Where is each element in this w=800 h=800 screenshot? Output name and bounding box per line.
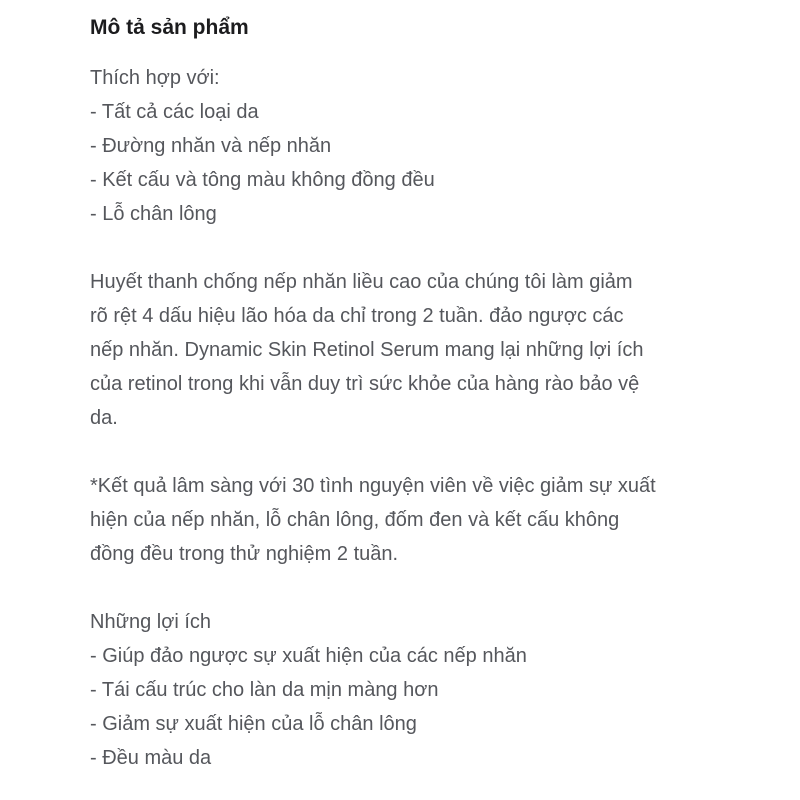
- benefit-item: - Tái cấu trúc cho làn da mịn màng hơn: [90, 679, 439, 701]
- description-line: Huyết thanh chống nếp nhăn liều cao của chúng tôi làm giảm: [90, 271, 633, 293]
- suitable-title: Thích hợp với:: [90, 67, 220, 89]
- description-line: của retinol trong khi vẫn duy trì sức khỏe của hàng rào bảo vệ: [90, 373, 640, 395]
- suitable-item: - Kết cấu và tông màu không đồng đều: [90, 169, 435, 191]
- description-line: da.: [90, 407, 118, 429]
- section-spacer: [90, 435, 720, 469]
- page-title: Mô tả sản phẩm: [90, 16, 249, 39]
- section-spacer: [90, 571, 720, 605]
- benefit-item: - Giảm sự xuất hiện của lỗ chân lông: [90, 713, 417, 735]
- benefits-section: [90, 605, 720, 775]
- section-spacer: [90, 231, 720, 265]
- benefits-title: Những lợi ích: [90, 611, 211, 633]
- description-line: nếp nhăn. Dynamic Skin Retinol Serum mang lại những lợi ích: [90, 339, 644, 361]
- description-paragraph: [90, 265, 720, 435]
- benefit-item: - Giúp đảo ngược sự xuất hiện của các nếp nhăn: [90, 645, 527, 667]
- description-body: [90, 61, 720, 775]
- clinical-line: *Kết quả lâm sàng với 30 tình nguyện viên về việc giảm sự xuất: [90, 475, 656, 497]
- clinical-line: đồng đều trong thử nghiệm 2 tuần.: [90, 543, 399, 565]
- description-line: rõ rệt 4 dấu hiệu lão hóa da chỉ trong 2 tuần. đảo ngược các: [90, 305, 624, 327]
- suitable-item: - Đường nhăn và nếp nhăn: [90, 135, 332, 157]
- suitable-section: [90, 61, 720, 231]
- benefit-item: - Đều màu da: [90, 747, 212, 769]
- suitable-item: - Tất cả các loại da: [90, 101, 259, 123]
- clinical-line: hiện của nếp nhăn, lỗ chân lông, đốm đen và kết cấu không: [90, 509, 620, 531]
- suitable-item: - Lỗ chân lông: [90, 203, 217, 225]
- clinical-note: [90, 469, 720, 571]
